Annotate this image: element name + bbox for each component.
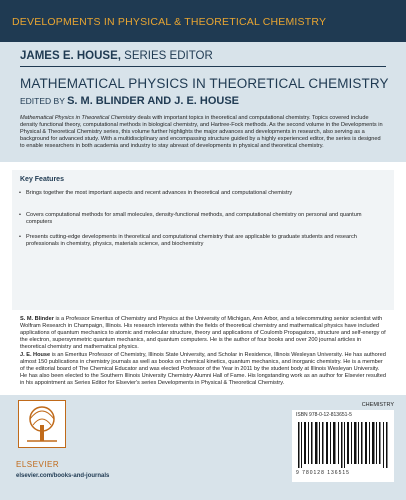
- editors-names: S. M. BLINDER AND J. E. HOUSE: [67, 95, 240, 107]
- abstract-title: Mathematical Physics in Theoretical Chemistry: [20, 115, 136, 121]
- ean-number: 9 780128 136515: [296, 470, 350, 476]
- bio-blinder-name: S. M. Blinder: [20, 316, 54, 322]
- elsevier-tree-logo: [18, 400, 66, 448]
- key-feature-item: • Presents cutting-edge developments in theoretical and computational chemistry that are applicable to graduate students and research professionals in chemistry, physics, materials science, and biochemistry: [26, 234, 382, 248]
- series-title: DEVELOPMENTS IN PHYSICAL & THEORETICAL CHEMISTRY: [12, 16, 327, 28]
- edited-by-label: EDITED BY: [20, 96, 68, 106]
- bio-house-text: is an Emeritus Professor of Chemistry, Illinois State University, and Scholar in Residence, Illinois Wesleyan University. He has authored almost 150 publications in chemistry journals as well as books on chemical kinetics, quantum mechanics, and inorganic chemistry. He is a member of the editorial board of The Chemical Educator and was elected Professor of the Year in 2011 by the student body at Illinois Wesleyan University. He has also been elected to the Southern Illinois University Chemistry Alumni Hall of Fame. His longstanding work as an author for Elsevier resulted in his appointment as Series Editor for Elsevier's series Developments in Physical & Theoretical Chemistry.: [20, 352, 386, 386]
- bio-blinder-text: is a Professor Emeritus of Chemistry and Physics at the University of Michigan, Ann Arbor, and a telecommuting senior scientist with Wolfram Research in Champaign, Illinois. His research interests within the fields of theoretical chemistry and mathematical physics have included applications of quantum mechanics to atomic and molecular structure, theory and applications of Coulomb Propagators, structure and self-energy of the electron, supersymmetric quantum mechanics, and quantum computers. He is the author of four books and over 200 journal articles in theoretical chemistry and mathematical physics.: [20, 316, 386, 350]
- publisher-url[interactable]: elsevier.com/books-and-journals: [16, 473, 110, 479]
- series-editor-name: JAMES E. HOUSE,: [20, 50, 121, 62]
- key-feature-item: • Covers computational methods for small molecules, density-functional methods, and computational chemistry on personal and quantum computers: [26, 212, 382, 226]
- series-editor-role: SERIES EDITOR: [120, 50, 213, 62]
- editors-line: [20, 95, 239, 107]
- tree-icon: [19, 401, 65, 447]
- bio-blinder: [20, 316, 386, 351]
- key-feature-item: • Brings together the most important aspects and recent advances in theoretical and computational chemistry: [26, 190, 382, 197]
- abstract-text: deals with important topics in theoretical and computational chemistry. Topics covered include density functional theory, computational methods in biological chemistry, and Hartree-Fock methods. As the second volume in the Developments in Physical & Theoretical Chemistry series, this volume further highlights the major advances and developments in research, also serving as a background for advanced study. With a multidisciplinary and encompassing structure guided by a highly experienced editor, the series is designed to enable researchers in both academia and industry to stay abreast of developments in physical and theoretical chemistry.: [20, 115, 383, 149]
- publisher-name: ELSEVIER: [16, 460, 60, 469]
- key-features-title: Key Features: [20, 176, 64, 183]
- bio-house: [20, 352, 386, 387]
- isbn: ISBN 978-0-12-813651-5: [296, 412, 352, 418]
- divider: [20, 66, 386, 67]
- book-abstract: [20, 115, 386, 150]
- bio-house-name: J. E. House: [20, 352, 51, 358]
- series-editor: [20, 50, 213, 62]
- book-title: MATHEMATICAL PHYSICS IN THEORETICAL CHEMISTRY: [20, 76, 389, 91]
- category-label: CHEMISTRY: [361, 402, 394, 408]
- barcode-icon: [296, 422, 390, 468]
